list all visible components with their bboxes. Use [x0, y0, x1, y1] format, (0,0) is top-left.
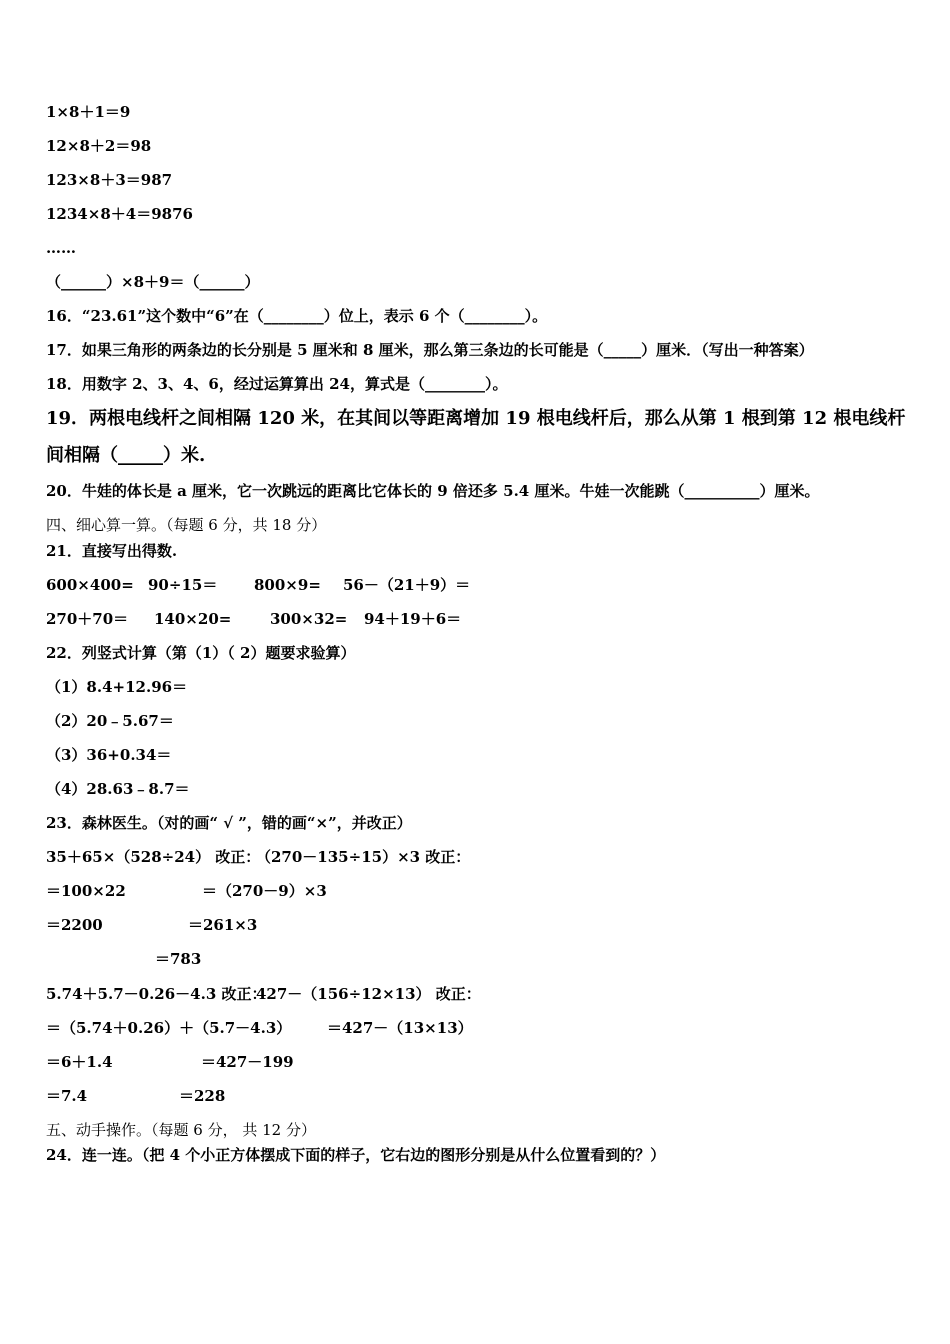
- pattern-line-1: 1×8＋1＝9: [46, 103, 131, 121]
- q21-r1-c3: 800×9=: [254, 576, 321, 594]
- question-20: 20．牛娃的体长是 a 厘米，它一次跳远的距离比它体长的 9 倍还多 5.4 厘米。牛娃一次能跳（__________）厘米。: [46, 482, 820, 500]
- q22-item-4: （4）28.63﹣8.7＝: [46, 780, 190, 798]
- section-4-heading: 四、细心算一算。（每题 6 分，共 18 分）: [46, 516, 327, 534]
- q23-d-step-3: ＝228: [179, 1087, 226, 1105]
- question-22-title: 22．列竖式计算（第（1）（ 2）题要求验算）: [46, 644, 356, 662]
- pattern-question: （______）×8＋9＝（______）: [46, 273, 260, 291]
- question-16: 16．“23.61”这个数中“6”在（________）位上，表示 6 个（________）。: [46, 307, 548, 325]
- q22-item-3: （3）36+0.34＝: [46, 746, 172, 764]
- pattern-line-3: 123×8＋3＝987: [46, 171, 173, 189]
- section-5-heading: 五、动手操作。（每题 6 分， 共 12 分）: [46, 1121, 316, 1139]
- q23-c-head: 5.74＋5.7－0.26－4.3 改正：: [46, 985, 267, 1003]
- q23-a-step-1: ＝100×22: [46, 882, 126, 900]
- q22-item-2: （2）20﹣5.67＝: [46, 712, 174, 730]
- question-19-line-1: 19．两根电线杆之间相隔 120 米，在其间以等距离增加 19 根电线杆后，那么从第 1 根到第 12 根电线杆: [46, 408, 906, 429]
- q21-r2-c3: 300×32=: [270, 610, 348, 628]
- q23-c-step-3: ＝7.4: [46, 1087, 88, 1105]
- question-21-title: 21．直接写出得数.: [46, 542, 178, 560]
- q21-r1-c4: 56－（21＋9）＝: [343, 576, 471, 594]
- q23-b-step-3: ＝783: [155, 950, 202, 968]
- pattern-ellipsis: ……: [46, 239, 76, 257]
- question-24: 24．连一连。（把 4 个小正方体摆成下面的样子，它右边的图形分别是从什么位置看到的？）: [46, 1146, 666, 1164]
- q23-a-head: 35＋65×（528÷24） 改正：: [46, 848, 261, 866]
- q21-r2-c1: 270＋70＝: [46, 610, 129, 628]
- question-17: 17．如果三角形的两条边的长分别是 5 厘米和 8 厘米，那么第三条边的长可能是（_____）厘米．（写出一种答案）: [46, 341, 814, 359]
- q23-b-step-2: ＝261×3: [188, 916, 258, 934]
- q21-r1-c1: 600×400=: [46, 576, 134, 594]
- q23-a-step-2: ＝2200: [46, 916, 103, 934]
- question-23-title: 23．森林医生。（对的画“ √ ”，错的画“×”，并改正）: [46, 814, 412, 832]
- q23-c-step-2: ＝6＋1.4: [46, 1053, 113, 1071]
- q23-d-step-1: ＝427－（13×13）: [327, 1019, 473, 1037]
- q21-r2-c4: 94＋19＋6＝: [364, 610, 462, 628]
- pattern-line-2: 12×8＋2＝98: [46, 137, 152, 155]
- question-18: 18．用数字 2、3、4、6，经过运算算出 24，算式是（________）。: [46, 375, 508, 393]
- q23-b-head: （270－135÷15）×3 改正：: [256, 848, 471, 866]
- q21-r1-c2: 90÷15＝: [148, 576, 218, 594]
- q23-c-step-1: ＝（5.74＋0.26）＋（5.7－4.3）: [46, 1019, 292, 1037]
- pattern-line-4: 1234×8＋4＝9876: [46, 205, 193, 223]
- q23-b-step-1: ＝（270－9）×3: [202, 882, 327, 900]
- question-19-line-2: 间相隔（_____）米.: [46, 445, 206, 466]
- q22-item-1: （1）8.4+12.96＝: [46, 678, 188, 696]
- q21-r2-c2: 140×20=: [154, 610, 232, 628]
- q23-d-head: 427－（156÷12×13） 改正：: [256, 985, 481, 1003]
- q23-d-step-2: ＝427－199: [201, 1053, 294, 1071]
